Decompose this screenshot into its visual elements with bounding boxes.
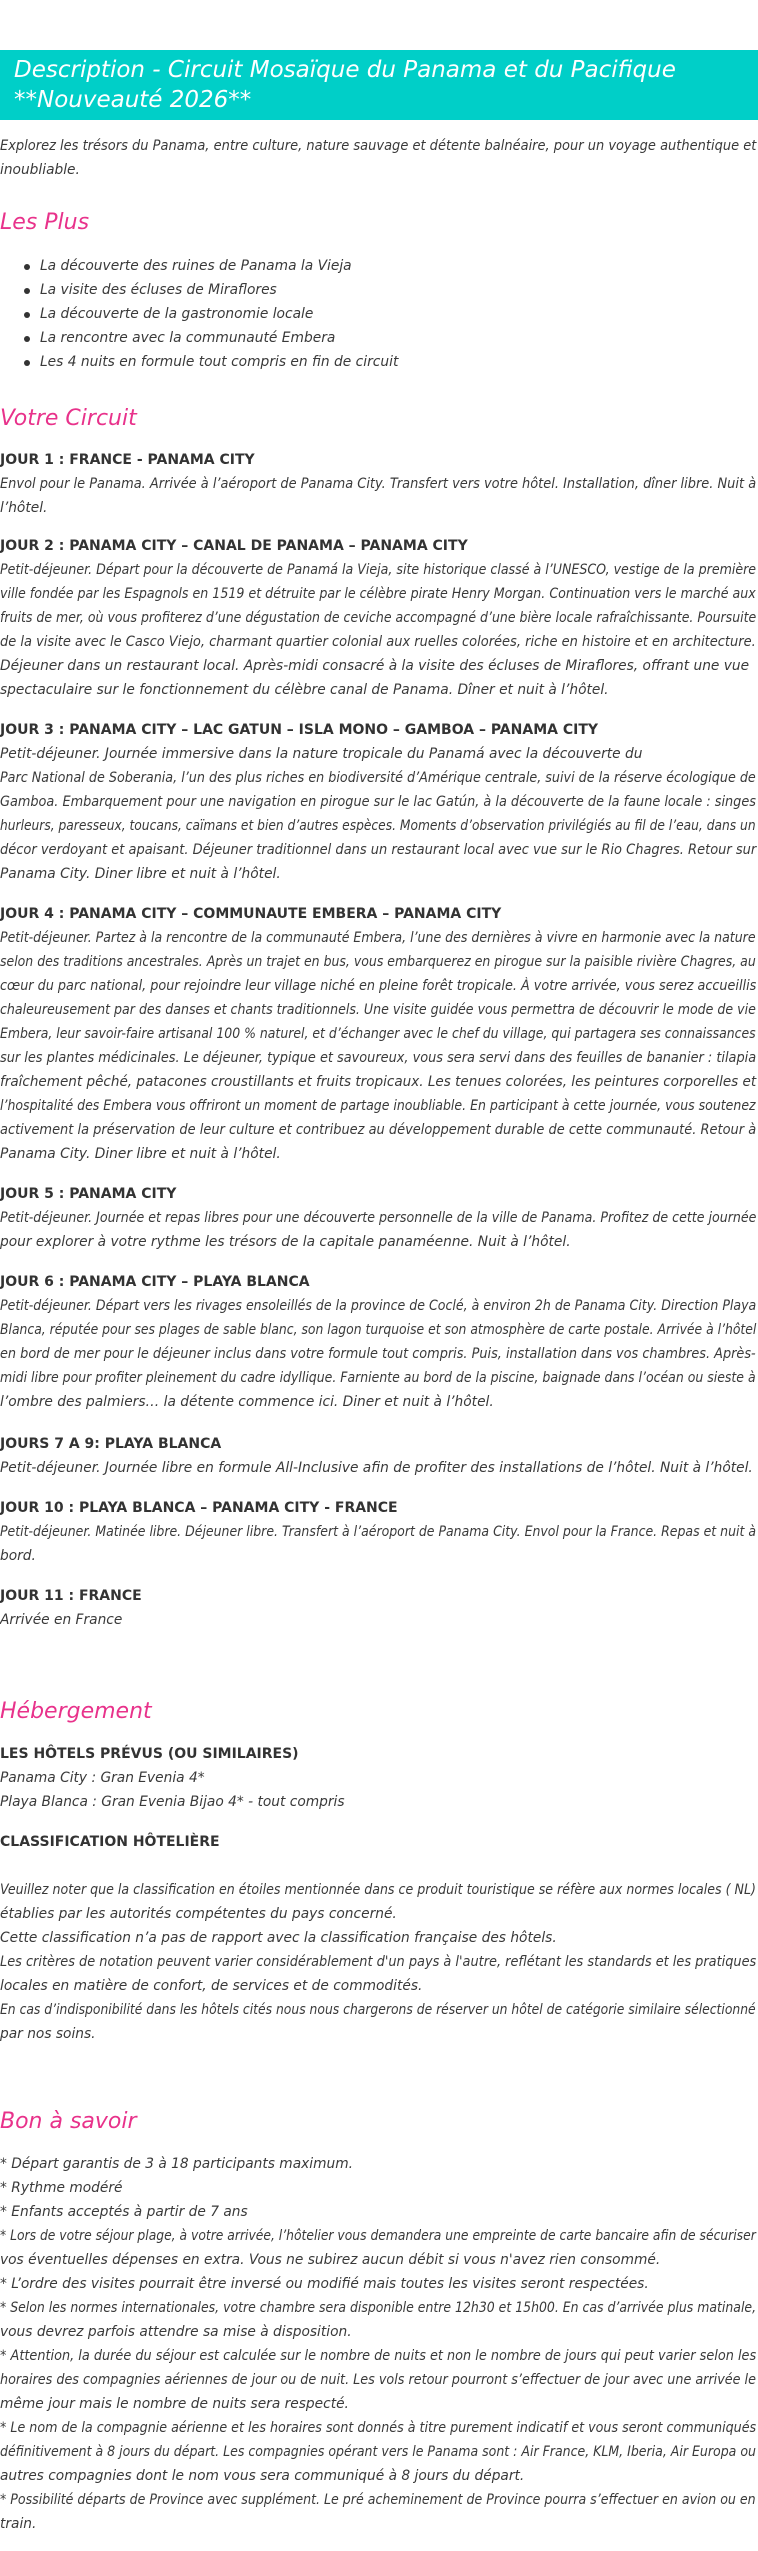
- text-line: bord.: [0, 1548, 36, 1564]
- text-line: * Rythme modéré: [0, 2180, 123, 2196]
- day-title: JOUR 2 : PANAMA CITY – CANAL DE PANAMA – PANAMA CITY: [0, 538, 468, 554]
- text-line: Petit-déjeuner. Journée libre en formule All-Inclusive afin de profiter des installations de l’hôtel. Nuit à l’hôtel.: [0, 1460, 753, 1476]
- text-line: Petit-déjeuner. Départ pour la découverte de Panamá la Vieja, site historique classé à l’UNESCO, vestige de la première: [0, 562, 757, 578]
- text-line: Petit-déjeuner. Journée et repas libres pour une découverte personnelle de la ville de Panama. Profitez de cette journée: [0, 1210, 757, 1226]
- text-line: définitivement à 8 jours du départ. Les compagnies opérant vers le Panama sont : Air France, KLM, Iberia, Air Europa ou: [0, 2444, 756, 2460]
- hotels-list: [0, 1766, 758, 1814]
- text-line: Panama City. Diner libre et nuit à l’hôtel.: [0, 866, 281, 882]
- intro-paragraph: [0, 134, 758, 182]
- day-title: JOUR 11 : FRANCE: [0, 1588, 142, 1604]
- text-line: l’hôtel.: [0, 500, 48, 516]
- day-title: JOUR 6 : PANAMA CITY – PLAYA BLANCA: [0, 1274, 310, 1290]
- page-title-subtitle: **Nouveauté 2026**: [14, 87, 252, 113]
- text-line: Embera, leur savoir-faire artisanal 100 % naturel, et d’échanger avec le chef du village, qui partagera ses connaissances: [0, 1026, 756, 1042]
- page-title: [14, 55, 744, 115]
- list-item: La visite des écluses de Miraflores: [20, 278, 398, 302]
- text-line: Petit-déjeuner. Départ vers les rivages ensoleillés de la province de Coclé, à environ 2h de Panama City. Direction Playa: [0, 1298, 757, 1314]
- text-line: hurleurs, paresseux, toucans, caïmans et bien d’autres espèces. Moments d’observation privilégiés au fil de l’eau, dans un: [0, 818, 756, 834]
- intro-line: Explorez les trésors du Panama, entre culture, nature sauvage et détente balnéaire, pour un voyage authentique et: [0, 138, 757, 154]
- text-line: Blanca, réputée pour ses plages de sable blanc, son lagon turquoise et son atmosphère de carte postale. Arrivée à l’hôtel: [0, 1322, 757, 1338]
- text-line: * Selon les normes internationales, votre chambre sera disponible entre 12h30 et 15h00. En cas d’arrivée plus matinale,: [0, 2300, 757, 2316]
- day-description: [0, 1456, 758, 1480]
- text-line: par nos soins.: [0, 2026, 96, 2042]
- text-line: Gamboa. Embarquement pour une navigation en pirogue sur le lac Gatún, à la découverte de la faune locale : singes: [0, 794, 756, 810]
- text-line: Cette classification n’a pas de rapport avec la classification française des hôtels.: [0, 1930, 557, 1946]
- text-line: Petit-déjeuner. Matinée libre. Déjeuner libre. Transfert à l’aéroport de Panama City. Envol pour la France. Repas et nuit à: [0, 1524, 757, 1540]
- text-line: * Enfants acceptés à partir de 7 ans: [0, 2204, 248, 2220]
- text-line: même jour mais le nombre de nuits sera respecté.: [0, 2396, 349, 2412]
- day-title: JOUR 4 : PANAMA CITY – COMMUNAUTE EMBERA – PANAMA CITY: [0, 906, 502, 922]
- text-line: En cas d’indisponibilité dans les hôtels cités nous nous chargerons de réserver un hôtel de catégorie similaire sélectionné: [0, 2002, 756, 2018]
- day-description: [0, 1294, 758, 1414]
- text-line: cœur du parc national, pour rejoindre leur village niché en pleine forêt tropicale. À votre arrivée, vous serez accueillis: [0, 978, 757, 994]
- text-line: Veuillez noter que la classification en étoiles mentionnée dans ce produit touristique se réfère aux normes locales ( NL): [0, 1882, 756, 1898]
- text-line: selon des traditions ancestrales. Après un trajet en bus, vous embarquerez en pirogue sur la paisible rivière Chagres, au: [0, 954, 756, 970]
- text-line: midi libre pour profiter pleinement du cadre idyllique. Farniente au bord de la piscine, baignade dans l’océan ou sieste à: [0, 1370, 756, 1386]
- text-line: * Départ garantis de 3 à 18 participants maximum.: [0, 2156, 354, 2172]
- list-item: La rencontre avec la communauté Embera: [20, 326, 398, 350]
- title-banner: [0, 50, 758, 120]
- text-line: ville fondée par les Espagnols en 1519 et détruite par le célèbre pirate Henry Morgan. Continuation vers le marché aux: [0, 586, 756, 602]
- text-line: autres compagnies dont le nom vous sera communiqué à 8 jours du départ.: [0, 2468, 525, 2484]
- list-item: Les 4 nuits en formule tout compris en fin de circuit: [20, 350, 398, 374]
- day-description: [0, 472, 758, 520]
- text-line: activement la préservation de leur culture et contribuez au développement durable de cette communauté. Retour à: [0, 1122, 757, 1138]
- day-description: [0, 1608, 758, 1632]
- text-line: Parc National de Soberania, l’un des plus riches en biodiversité d’Amérique centrale, suivi de la réserve écologique de: [0, 770, 756, 786]
- hotels-heading: LES HÔTELS PRÉVUS (OU SIMILAIRES): [0, 1746, 299, 1762]
- page-title-line: Description - Circuit Mosaïque du Panama et du Pacifique: [14, 57, 676, 83]
- les-plus-list: [20, 254, 398, 374]
- text-line: l’ombre des palmiers… la détente commence ici. Diner et nuit à l’hôtel.: [0, 1394, 494, 1410]
- classification-heading: CLASSIFICATION HÔTELIÈRE: [0, 1834, 220, 1850]
- text-line: l’hospitalité des Embera vous offriront un moment de partage inoubliable. En participant à cette journée, vous soutenez: [0, 1098, 756, 1114]
- text-line: * Possibilité départs de Province avec supplément. Le pré acheminement de Province pourra s’effectuer en avion ou en: [0, 2492, 756, 2508]
- day-description: [0, 1520, 758, 1568]
- text-line: décor verdoyant et apaisant. Déjeuner traditionnel dans un restaurant local avec vue sur le Rio Chagres. Retour sur: [0, 842, 757, 858]
- text-line: établies par les autorités compétentes du pays concerné.: [0, 1906, 397, 1922]
- classification-text: [0, 1878, 758, 2046]
- text-line: * Attention, la durée du séjour est calculée sur le nombre de nuits et non le nombre de jours qui peut varier selon les: [0, 2348, 757, 2364]
- text-line: horaires des compagnies aériennes de jour ou de nuit. Les vols retour pourront s’effectuer de jour avec une arrivée le: [0, 2372, 756, 2388]
- list-item: La découverte de la gastronomie locale: [20, 302, 398, 326]
- section-title-les-plus: Les Plus: [0, 210, 90, 235]
- text-line: Déjeuner dans un restaurant local. Après-midi consacré à la visite des écluses de Miraflores, offrant une vue: [0, 658, 750, 674]
- day-title: JOURS 7 A 9: PLAYA BLANCA: [0, 1436, 222, 1452]
- day-description: [0, 558, 758, 702]
- section-title-bon-a-savoir: Bon à savoir: [0, 2109, 137, 2134]
- text-line: * L’ordre des visites pourrait être inversé ou modifié mais toutes les visites seront respectées.: [0, 2276, 649, 2292]
- text-line: vous devrez parfois attendre sa mise à disposition.: [0, 2324, 352, 2340]
- text-line: Les critères de notation peuvent varier considérablement d'un pays à l'autre, reflétant les standards et les pratiques: [0, 1954, 757, 1970]
- day-description: [0, 1206, 758, 1254]
- text-line: * Le nom de la compagnie aérienne et les horaires sont donnés à titre purement indicatif et vous seront communiqués: [0, 2420, 757, 2436]
- text-line: en bord de mer pour le déjeuner inclus dans votre formule tout compris. Puis, installation dans vos chambres. Après-: [0, 1346, 756, 1362]
- hotel-item: Playa Blanca : Gran Evenia Bijao 4* - tout compris: [0, 1794, 345, 1810]
- text-line: * Lors de votre séjour plage, à votre arrivée, l’hôtelier vous demandera une empreinte de carte bancaire afin de sécuriser: [0, 2228, 756, 2244]
- day-title: JOUR 10 : PLAYA BLANCA – PANAMA CITY - FRANCE: [0, 1500, 398, 1516]
- day-title: JOUR 1 : FRANCE - PANAMA CITY: [0, 452, 255, 468]
- text-line: Panama City. Diner libre et nuit à l’hôtel.: [0, 1146, 281, 1162]
- text-line: spectaculaire sur le fonctionnement du célèbre canal de Panama. Dîner et nuit à l’hôtel.: [0, 682, 609, 698]
- text-line: train.: [0, 2516, 37, 2532]
- bon-a-savoir-text: [0, 2152, 758, 2536]
- day-description: [0, 742, 758, 886]
- text-line: chaleureusement par des danses et chants traditionnels. Une visite guidée vous permettra de découvrir le mode de vie: [0, 1002, 756, 1018]
- day-title: JOUR 5 : PANAMA CITY: [0, 1186, 177, 1202]
- text-line: Petit-déjeuner. Partez à la rencontre de la communauté Embera, l’une des dernières à vivre en harmonie avec la nature: [0, 930, 756, 946]
- text-line: vos éventuelles dépenses en extra. Vous ne subirez aucun débit si vous n'avez rien consommé.: [0, 2252, 661, 2268]
- text-line: locales en matière de confort, de services et de commodités.: [0, 1978, 423, 1994]
- hotel-item: Panama City : Gran Evenia 4*: [0, 1770, 205, 1786]
- text-line: pour explorer à votre rythme les trésors de la capitale panaméenne. Nuit à l’hôtel.: [0, 1234, 571, 1250]
- day-description: [0, 926, 758, 1166]
- text-line: sur les plantes médicinales. Le déjeuner, typique et savoureux, vous sera servi dans des feuilles de bananier : tilapia: [0, 1050, 757, 1066]
- section-title-circuit: Votre Circuit: [0, 406, 137, 431]
- day-title: JOUR 3 : PANAMA CITY – LAC GATUN – ISLA MONO – GAMBOA – PANAMA CITY: [0, 722, 599, 738]
- list-item: La découverte des ruines de Panama la Vieja: [20, 254, 398, 278]
- text-line: fruits de mer, où vous profiterez d’une dégustation de ceviche accompagné d’une bière locale rafraîchissante. Poursuite: [0, 610, 757, 626]
- text-line: de la visite avec le Casco Viejo, charmant quartier colonial aux ruelles colorées, riche en histoire et en architecture.: [0, 634, 756, 650]
- text-line: Petit-déjeuner. Journée immersive dans la nature tropicale du Panamá avec la découverte du: [0, 746, 643, 762]
- intro-line: inoubliable.: [0, 162, 80, 178]
- text-line: fraîchement pêché, patacones croustillants et fruits tropicaux. Les tenues colorées, les peintures corporelles et: [0, 1074, 757, 1090]
- text-line: Envol pour le Panama. Arrivée à l’aéroport de Panama City. Transfert vers votre hôtel. Installation, dîner libre. Nuit à: [0, 476, 757, 492]
- text-line: Arrivée en France: [0, 1612, 123, 1628]
- section-title-hebergement: Hébergement: [0, 1699, 152, 1724]
